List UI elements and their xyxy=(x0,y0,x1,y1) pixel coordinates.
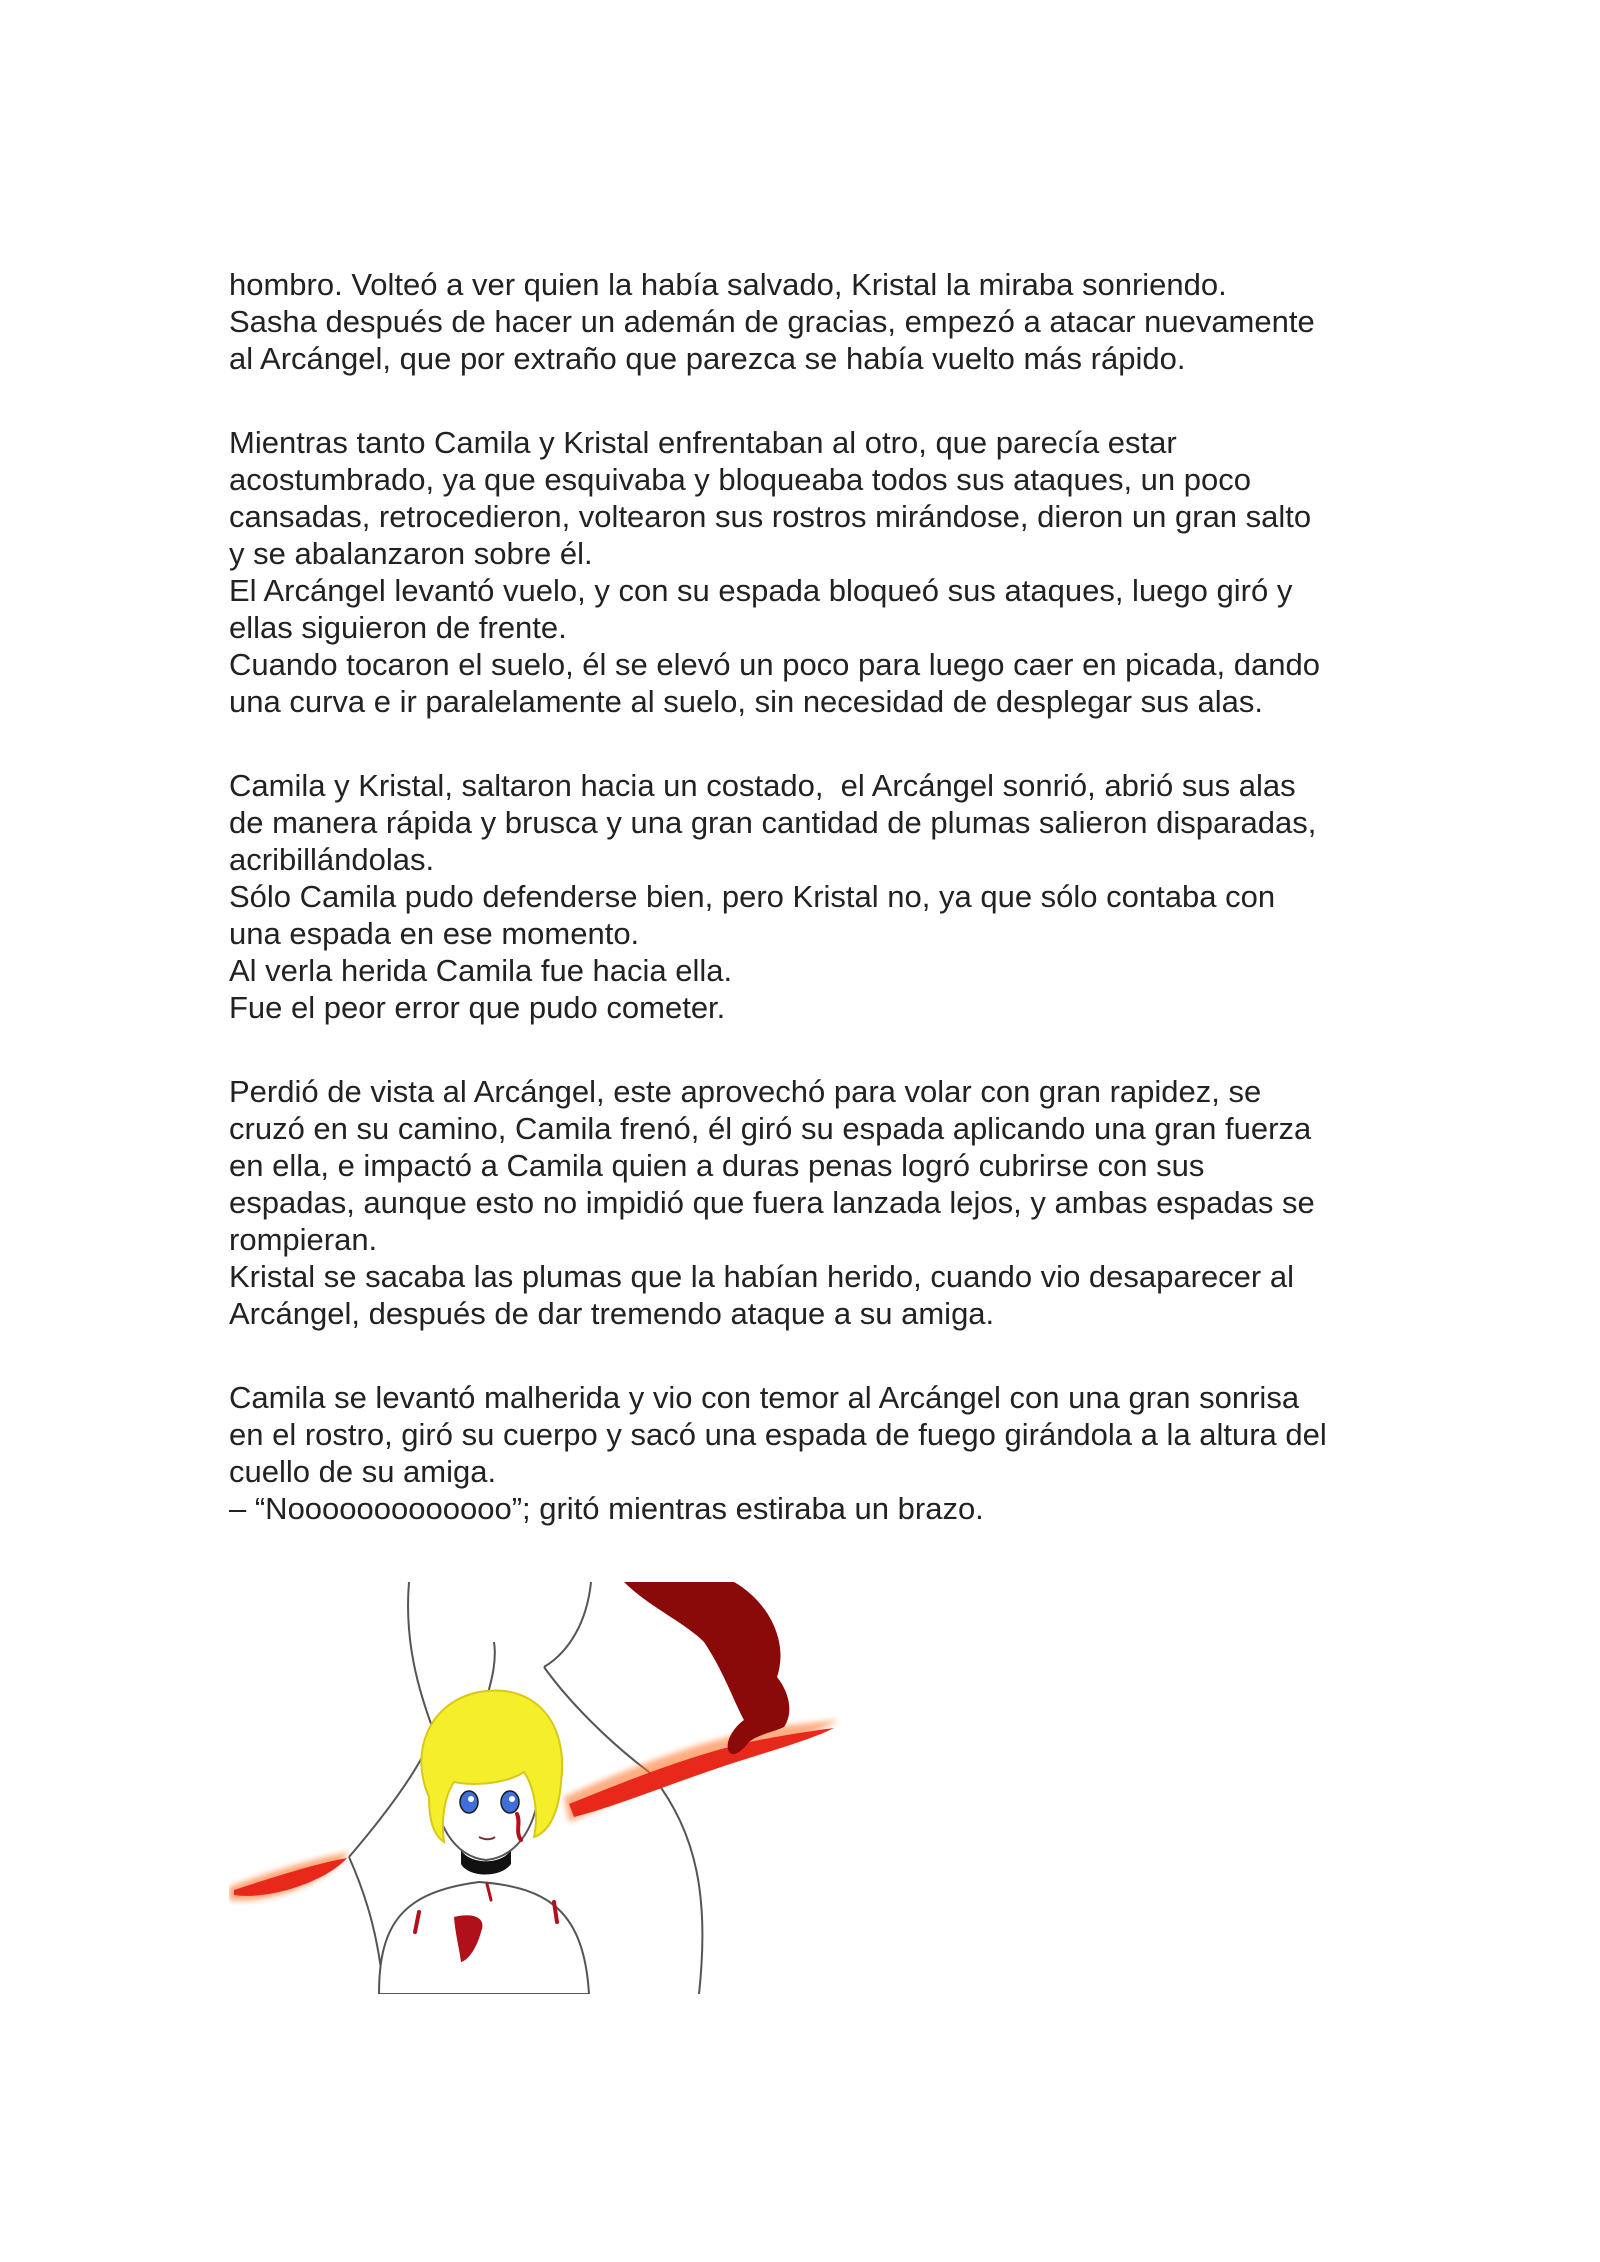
paragraph xyxy=(229,1073,1409,1332)
text-line: acribillándolas. xyxy=(229,842,435,877)
paragraph xyxy=(229,767,1409,1026)
text-line: Al verla herida Camila fue hacia ella. xyxy=(229,953,733,988)
text-line: Fue el peor error que pudo cometer. xyxy=(229,990,726,1025)
text-line: acostumbrado, ya que esquivaba y bloqueaba todos sus ataques, un poco xyxy=(229,462,1252,497)
eye-right xyxy=(501,1791,519,1813)
text-line: y se abalanzaron sobre él. xyxy=(229,536,593,571)
eye-left xyxy=(460,1791,478,1813)
text-line: Camila y Kristal, saltaron hacia un costado, el Arcángel sonrió, abrió sus alas xyxy=(229,768,1296,803)
text-line: Cuando tocaron el suelo, él se elevó un poco para luego caer en picada, dando xyxy=(229,647,1320,682)
character-kristal xyxy=(379,1690,589,1994)
text-line: cruzó en su camino, Camila frenó, él giró su espada aplicando una gran fuerza xyxy=(229,1111,1312,1146)
text-line: ellas siguieron de frente. xyxy=(229,610,567,645)
paragraph xyxy=(229,424,1409,720)
text-line: de manera rápida y brusca y una gran cantidad de plumas salieron disparadas, xyxy=(229,805,1317,840)
text-line: en el rostro, giró su cuerpo y sacó una espada de fuego girándola a la altura del xyxy=(229,1417,1327,1452)
text-line: cansadas, retrocedieron, voltearon sus rostros mirándose, dieron un gran salto xyxy=(229,499,1312,534)
text-line: Arcángel, después de dar tremendo ataque a su amiga. xyxy=(229,1296,995,1331)
text-line: Perdió de vista al Arcángel, este aprovechó para volar con gran rapidez, se xyxy=(229,1074,1262,1109)
text-line: – “Nooooooooooooo”; gritó mientras estiraba un brazo. xyxy=(229,1491,984,1526)
text-line: cuello de su amiga. xyxy=(229,1454,497,1489)
text-line: Sólo Camila pudo defenderse bien, pero Kristal no, ya que sólo contaba con xyxy=(229,879,1276,914)
flame-sword-lower xyxy=(229,1852,349,1901)
text-line: una curva e ir paralelamente al suelo, sin necesidad de desplegar sus alas. xyxy=(229,684,1263,719)
flame-core-upper xyxy=(569,1728,834,1817)
paragraph xyxy=(229,266,1409,377)
text-line: rompieran. xyxy=(229,1222,378,1257)
text-line: Mientras tanto Camila y Kristal enfrentaban al otro, que parecía estar xyxy=(229,425,1177,460)
text-line: en ella, e impactó a Camila quien a duras penas logró cubrirse con sus xyxy=(229,1148,1205,1183)
text-line: Sasha después de hacer un ademán de gracias, empezó a atacar nuevamente xyxy=(229,304,1315,339)
text-line: hombro. Volteó a ver quien la había salvado, Kristal la miraba sonriendo. xyxy=(229,267,1227,302)
text-line: una espada en ese momento. xyxy=(229,916,640,951)
text-line: El Arcángel levantó vuelo, y con su espada bloqueó sus ataques, luego giró y xyxy=(229,573,1293,608)
paragraph xyxy=(229,1379,1409,1527)
story-text xyxy=(229,266,1409,1527)
shoulders xyxy=(379,1882,589,1994)
text-line: Kristal se sacaba las plumas que la habían herido, cuando vio desaparecer al xyxy=(229,1259,1294,1294)
text-line: espadas, aunque esto no impidió que fuera lanzada lejos, y ambas espadas se xyxy=(229,1185,1315,1220)
text-line: Camila se levantó malherida y vio con temor al Arcángel con una gran sonrisa xyxy=(229,1380,1300,1415)
text-line: al Arcángel, que por extraño que parezca se había vuelto más rápido. xyxy=(229,341,1186,376)
story-illustration xyxy=(229,1582,879,1994)
demon-hand xyxy=(624,1582,789,1754)
